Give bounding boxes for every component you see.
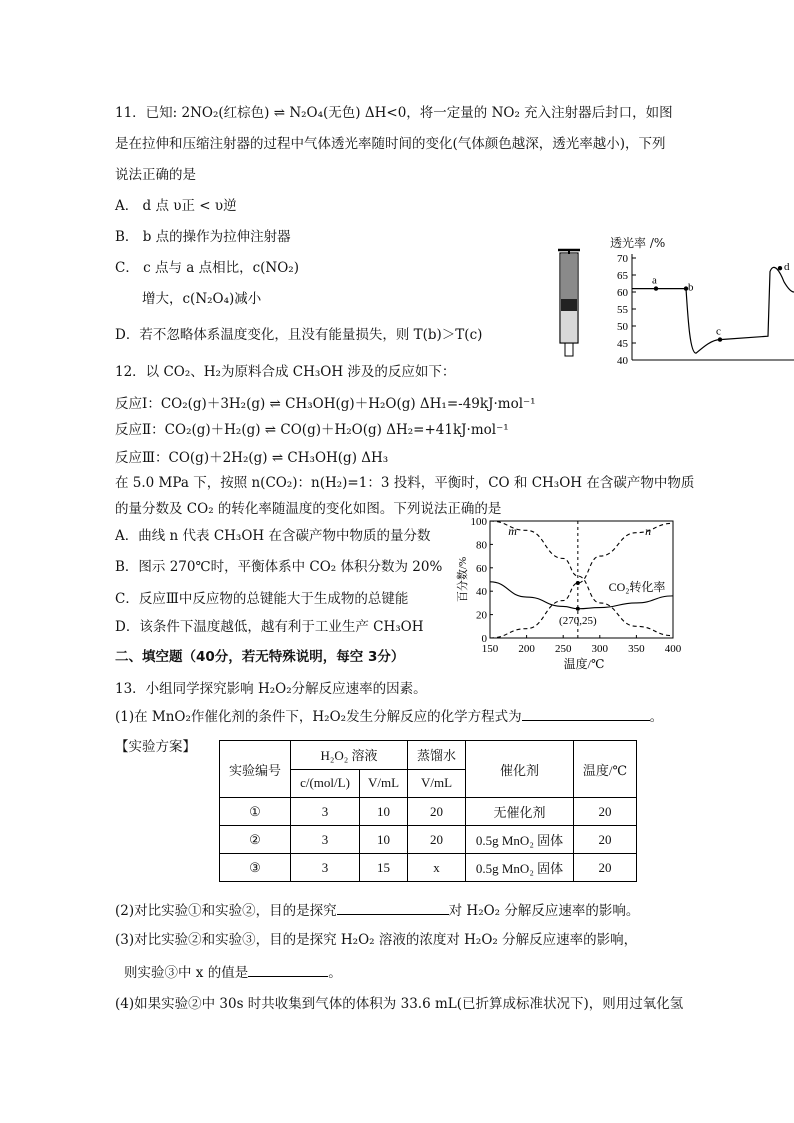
q13-line1: 13．小组同学探究影响 H₂O₂分解反应速率的因素。 (115, 681, 427, 697)
q11-option-c: C． c 点与 a 点相比，c(NO₂) (115, 260, 299, 276)
percent-temperature-chart (455, 514, 691, 676)
cell-c: 3 (291, 854, 360, 882)
cell-catalyst: 无催化剂 (466, 798, 574, 826)
y-tick-label: 40 (617, 355, 628, 367)
cell-catalyst: 0.5g MnO₂ 固体 (466, 854, 574, 882)
y-tick-label: 0 (481, 633, 487, 645)
point-a (654, 286, 658, 290)
q13-part3: (3)对比实验②和实验③，目的是探究 H₂O₂ 溶液的浓度对 H₂O₂ 分解反应速率的影响， (115, 932, 638, 948)
cell-temp: 20 (574, 854, 637, 882)
q13-part1-end: 。 (649, 709, 664, 725)
y-tick-label: 60 (476, 562, 487, 575)
y-tick-label: 40 (476, 586, 487, 599)
y-tick-label: 60 (617, 287, 628, 299)
table-row (220, 854, 637, 882)
cell-v1: 15 (360, 854, 408, 882)
q13-part4: (4)如果实验②中 30s 时共收集到气体的体积为 33.6 mL(已折算成标准状况下)，则用过氧化氢 (115, 996, 684, 1012)
header-catalyst: 催化剂 (466, 741, 574, 798)
q13-part1-text: (1)在 MnO₂作催化剂的条件下，H₂O₂发生分解反应的化学方程式为 (115, 709, 522, 725)
cell-temp: 20 (574, 798, 637, 826)
series-label-m: m (508, 524, 517, 539)
q11-option-c-cont: 增大，c(N₂O₄)减小 (142, 291, 262, 307)
answer-blank-2[interactable] (337, 900, 449, 915)
cell-id: ② (220, 826, 291, 854)
table-row (220, 826, 637, 854)
point-label-b: b (688, 281, 694, 294)
table-row (220, 798, 637, 826)
q11-line3: 说法正确的是 (115, 167, 196, 183)
q12-option-a: A．曲线 n 代表 CH₃OH 在含碳产物中物质的量分数 (115, 528, 431, 544)
point-c (718, 337, 722, 341)
transmittance-chart (600, 248, 794, 373)
y-tick-label: 50 (617, 321, 628, 333)
series-label-co2: CO₂转化率 (608, 580, 666, 595)
q12-reaction-1: 反应Ⅰ：CO₂(g)＋3H₂(g) ⇌ CH₃OH(g)＋H₂O(g) ΔH₁=-49kJ·mol⁻¹ (115, 396, 536, 412)
transmittance-ylabel: 透光率 /% (610, 236, 666, 250)
q13-part3-end: 。 (328, 965, 342, 981)
answer-blank-3[interactable] (248, 962, 328, 977)
x-tick-label: 200 (518, 643, 535, 655)
cell-id: ① (220, 798, 291, 826)
cell-c: 3 (291, 798, 360, 826)
syringe-figure (550, 246, 590, 362)
q11-option-d: D．若不忽略体系温度变化，且没有能量损失，则 T(b)＞T(c) (115, 327, 483, 343)
header-concentration: c/(mol/L) (291, 769, 360, 798)
cell-catalyst: 0.5g MnO₂ 固体 (466, 826, 574, 854)
x-tick-label: 350 (628, 643, 645, 655)
series-label-n: n (645, 524, 652, 539)
point-d (778, 266, 782, 270)
y-axis-label: 百分数/% (457, 556, 469, 603)
point-label-d: d (784, 261, 790, 274)
x-tick-label: 150 (481, 643, 499, 655)
q11-option-a: A． d 点 υ正 < υ逆 (115, 198, 237, 214)
x-tick-label: 300 (591, 643, 609, 655)
x-tick-label: 400 (664, 643, 682, 655)
q12-option-c: C．反应Ⅲ中反应物的总键能大于生成物的总键能 (115, 591, 409, 607)
q13-part2-text: (2)对比实验①和实验②，目的是探究 (115, 903, 337, 919)
y-tick-label: 100 (470, 516, 487, 528)
header-volume-h2o2: V/mL (360, 769, 408, 798)
y-tick-label: 80 (476, 539, 487, 552)
answer-blank-1[interactable] (522, 706, 650, 721)
header-exp-id: 实验编号 (220, 741, 291, 798)
header-volume-water: V/mL (408, 769, 466, 798)
q12-line5: 在 5.0 MPa 下，按照 n(CO₂)：n(H₂)=1：3 投料，平衡时，CO 和 CH₃OH 在含碳产物中物质 (115, 475, 695, 491)
y-tick-label: 20 (476, 609, 487, 622)
section-title: 二、填空题（40分，若无特殊说明，每空 3分） (115, 649, 405, 665)
y-tick-label: 70 (617, 253, 628, 265)
plan-label: 【实验方案】 (115, 739, 196, 755)
y-tick-label: 65 (617, 270, 628, 282)
q11-line2: 是在拉伸和压缩注射器的过程中气体透光率随时间的变化(气体颜色越深，透光率越小)，下列 (115, 136, 666, 152)
cell-v1: 10 (360, 826, 408, 854)
point-label-a: a (652, 274, 657, 287)
header-water: 蒸馏水 (408, 741, 466, 770)
q12-reaction-3: 反应Ⅲ：CO(g)＋2H₂(g) ⇌ CH₃OH(g) ΔH₃ (115, 450, 389, 466)
q13-part3-cont (124, 962, 342, 982)
experiment-table (219, 740, 637, 882)
cell-c: 3 (291, 826, 360, 854)
annotation-label: (270,25) (559, 614, 597, 627)
q12-option-d: D．该条件下温度越低，越有利于工业生产 CH₃OH (115, 619, 424, 635)
y-tick-label: 55 (617, 304, 628, 316)
q13-part2 (115, 900, 639, 920)
q11-option-b: B． b 点的操作为拉伸注射器 (115, 229, 291, 245)
annotation-point (576, 607, 580, 611)
q12-line6: 的量分数及 CO₂ 的转化率随温度的变化如图。下列说法正确的是 (115, 501, 502, 517)
q12-line1: 12．以 CO₂、H₂为原料合成 CH₃OH 涉及的反应如下： (115, 364, 456, 380)
cell-v2: 20 (408, 798, 466, 826)
x-axis-label: 温度/℃ (563, 657, 605, 671)
x-tick-label: 250 (554, 643, 572, 655)
point-label-c: c (716, 325, 721, 338)
q13-part2-end: 对 H₂O₂ 分解反应速率的影响。 (448, 903, 640, 919)
q12-reaction-2: 反应Ⅱ：CO₂(g)＋H₂(g) ⇌ CO(g)＋H₂O(g) ΔH₂=+41kJ·mol⁻¹ (115, 422, 509, 438)
cell-temp: 20 (574, 826, 637, 854)
q12-option-b: B．图示 270℃时，平衡体系中 CO₂ 体积分数为 20% (115, 559, 443, 575)
q13-part1 (115, 706, 663, 726)
intersection-point (576, 581, 580, 585)
q13-part3-text: 则实验③中 x 的值是 (124, 965, 249, 981)
cell-v2: 20 (408, 826, 466, 854)
cell-id: ③ (220, 854, 291, 882)
y-tick-label: 45 (617, 338, 628, 350)
q11-line1: 11．已知: 2NO₂(红棕色) ⇌ N₂O₄(无色) ΔH<0，将一定量的 NO₂ 充入注射器后封口，如图 (115, 105, 673, 121)
cell-v1: 10 (360, 798, 408, 826)
header-temperature: 温度/℃ (574, 741, 637, 798)
header-h2o2: H₂O₂ 溶液 (291, 741, 408, 770)
table-header-row (220, 741, 637, 770)
cell-v2: x (408, 854, 466, 882)
